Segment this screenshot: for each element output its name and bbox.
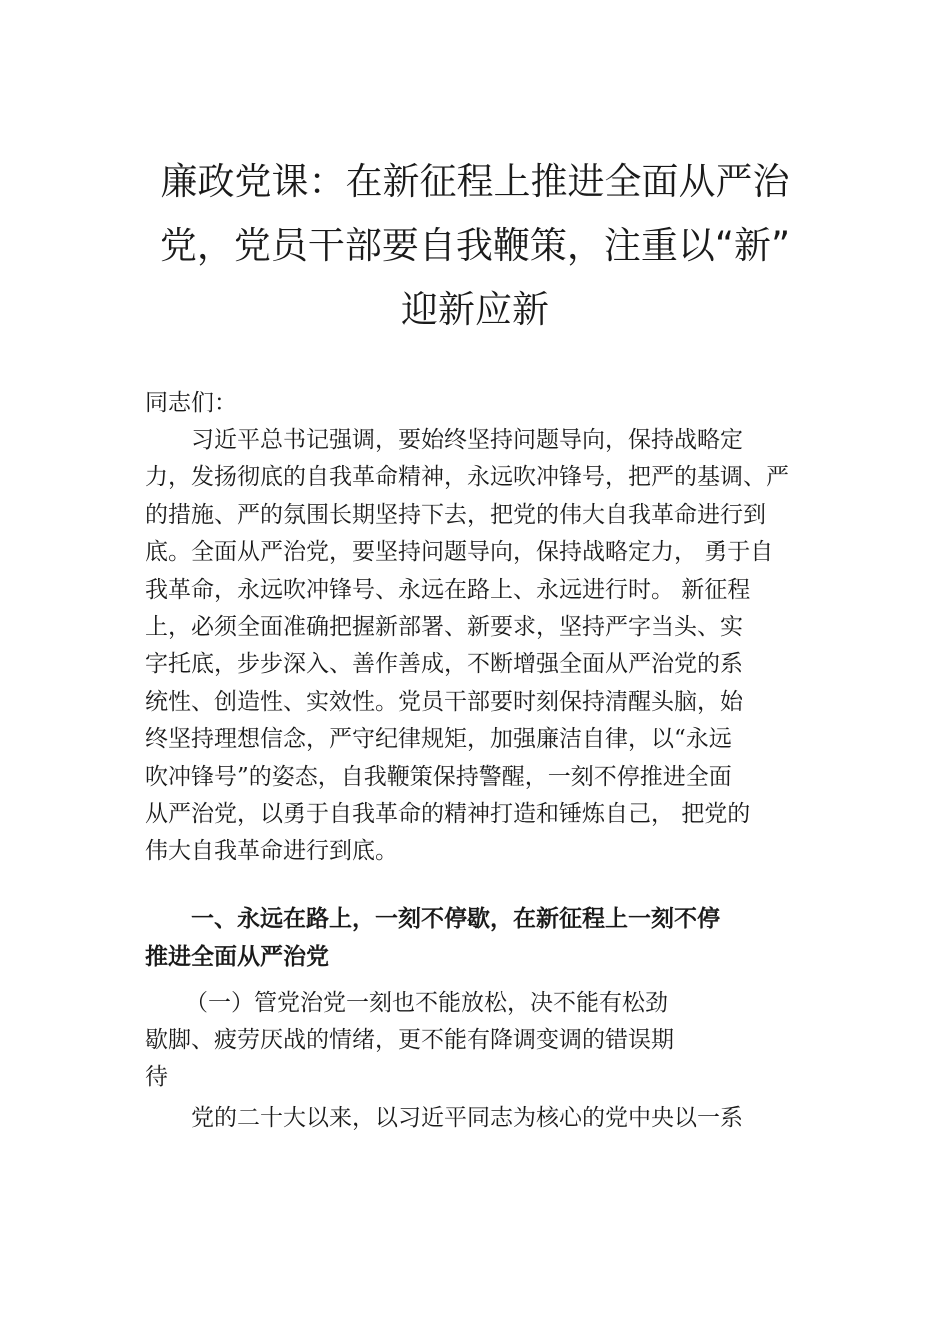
paragraph-line: 上，必须全面准确把握新部署、新要求，坚持严字当头、实 (145, 614, 743, 641)
paragraph-line: 从严治党，以勇于自我革命的精神打造和锤炼自己， 把党的 (145, 801, 751, 828)
paragraph-line: 终坚持理想信念，严守纪律规矩，加强廉洁自律，以“永远 (145, 726, 732, 753)
paragraph-line: 党的二十大以来，以习近平同志为核心的党中央以一系 (191, 1105, 743, 1131)
title-line: 迎新应新 (401, 288, 549, 331)
heading-line: 推进全面从严治党 (145, 944, 329, 970)
heading-line: 待 (145, 1064, 168, 1090)
paragraph-line: 字托底，步步深入、善作善成，不断增强全面从严治党的系 (145, 651, 743, 678)
paragraph-line: 统性、创造性、实效性。党员干部要时刻保持清醒头脑，始 (145, 688, 743, 715)
paragraph-line: 习近平总书记强调，要始终坚持问题导向，保持战略定 (191, 427, 743, 453)
paragraph-line: 伟大自我革命进行到底。 (145, 838, 398, 865)
heading-line: 歇脚、疲劳厌战的情绪，更不能有降调变调的错误期 (145, 1027, 674, 1053)
heading-line: （一）管党治党一刻也不能放松，决不能有松劲 (185, 990, 668, 1016)
paragraph-line: 底。全面从严治党，要坚持问题导向，保持战略定力， 勇于自 (145, 539, 774, 566)
paragraph-body (145, 1100, 825, 1137)
salutation: 同志们： (145, 390, 237, 416)
paragraph-line: 吹冲锋号”的姿态，自我鞭策保持警醒，一刻不停推进全面 (145, 763, 732, 790)
title-line: 廉政党课：在新征程上推进全面从严治 (160, 160, 790, 203)
paragraph-line: 的措施、严的氛围长期坚持下去，把党的伟大自我革命进行到 (145, 501, 766, 528)
subsection-heading-1 (145, 985, 825, 1096)
heading-line: 一、永远在路上，一刻不停歇，在新征程上一刻不停 (191, 906, 720, 932)
paragraph-line: 我革命，永远吹冲锋号、永远在路上、永远进行时。 新征程 (145, 576, 751, 603)
paragraph-line: 力，发扬彻底的自我革命精神，永远吹冲锋号，把严的基调、严 (145, 464, 789, 491)
title-line: 党，党员干部要自我鞭策，注重以“新” (159, 224, 791, 267)
section-heading-1 (145, 900, 825, 976)
document-title (120, 150, 830, 342)
paragraph-intro (145, 422, 825, 871)
